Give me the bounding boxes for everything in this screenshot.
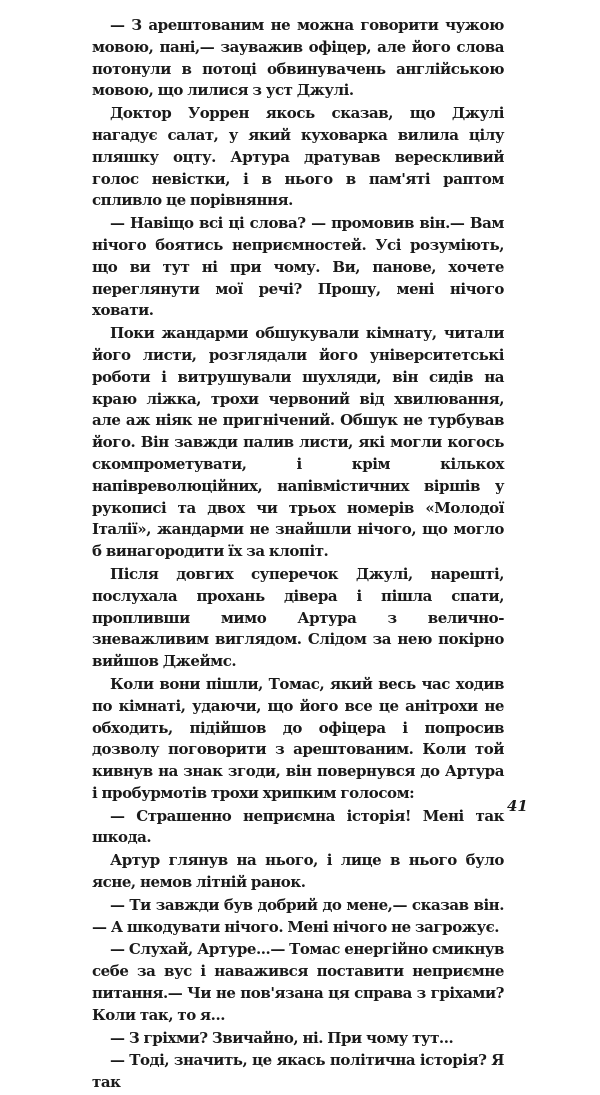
paragraph: — З арештованим не можна говорити чужою мовою, пані,— зауважив офіцер, але його слова потонули в потоці обвинувачень англійською мовою, що лилися з уст Джулі. <box>92 16 504 100</box>
paragraph: Поки жандарми обшукували кімнату, читали його листи, розглядали його університетські роботи і витрушували шухляди, він сидів на краю ліжка, трохи червоний від хвилювання, але аж ніяк не пригнічений. Обшук не турбував його. Він завжди палив листи, які могли когось скомпрометувати, і крім кількох напівреволюційних, напівмістичних віршів у рукописі та двох чи трьох номерів «Молодої Італії», жандарми не знайшли нічого, що могло б винагородити їх за клопіт. <box>92 324 504 561</box>
paragraph: Доктор Уоррен якось сказав, що Джулі нагадує салат, у який куховарка вилила цілу пляшку оцту. Артура дратував верескливий голос невістки, і в нього в пам'яті раптом спливло це порівняння. <box>92 104 504 210</box>
page-body <box>92 15 504 1095</box>
paragraph: — Ти завжди був добрий до мене,— сказав він.— А шкодувати нічого. Мені нічого не загрожує. <box>92 895 504 936</box>
page-number: 41 <box>507 797 528 815</box>
paragraph: Після довгих суперечок Джулі, нарешті, послухала прохань дівера і пішла спати, пропливши мимо Артура з велично-зневажливим виглядом. Слідом за нею покірно вийшов Джеймс. <box>92 564 504 671</box>
paragraph: — Тоді, значить, це якась політична історія? Я так <box>92 1051 504 1092</box>
paragraph: — Слухай, Артуре...— Томас енергійно смикнув себе за вус і наважився поставити неприємне питання.— Чи не пов'язана ця справа з гріхами? Коли так, то я... <box>92 940 504 1024</box>
paragraph: — Страшенно неприємна історія! Мені так шкода. <box>92 806 504 847</box>
paragraph: Коли вони пішли, Томас, який весь час ходив по кімнаті, удаючи, що його все це анітрохи не обходить, підійшов до офіцера і попросив дозволу поговорити з арештованим. Коли той кивнув на знак згоди, він повернувся до Артура і пробурмотів трохи хрипким голосом: <box>92 674 504 802</box>
paragraph: — Навіщо всі ці слова? — промовив він.— Вам нічого боятись неприємностей. Усі розуміють, що ви тут ні при чому. Ви, панове, хочете переглянути мої речі? Прошу, мені нічого ховати. <box>92 214 504 320</box>
paragraph: — З гріхми? Звичайно, ні. При чому тут... <box>110 1028 454 1047</box>
paragraph: Артур глянув на нього, і лице в нього було ясне, немов літній ранок. <box>92 851 504 892</box>
